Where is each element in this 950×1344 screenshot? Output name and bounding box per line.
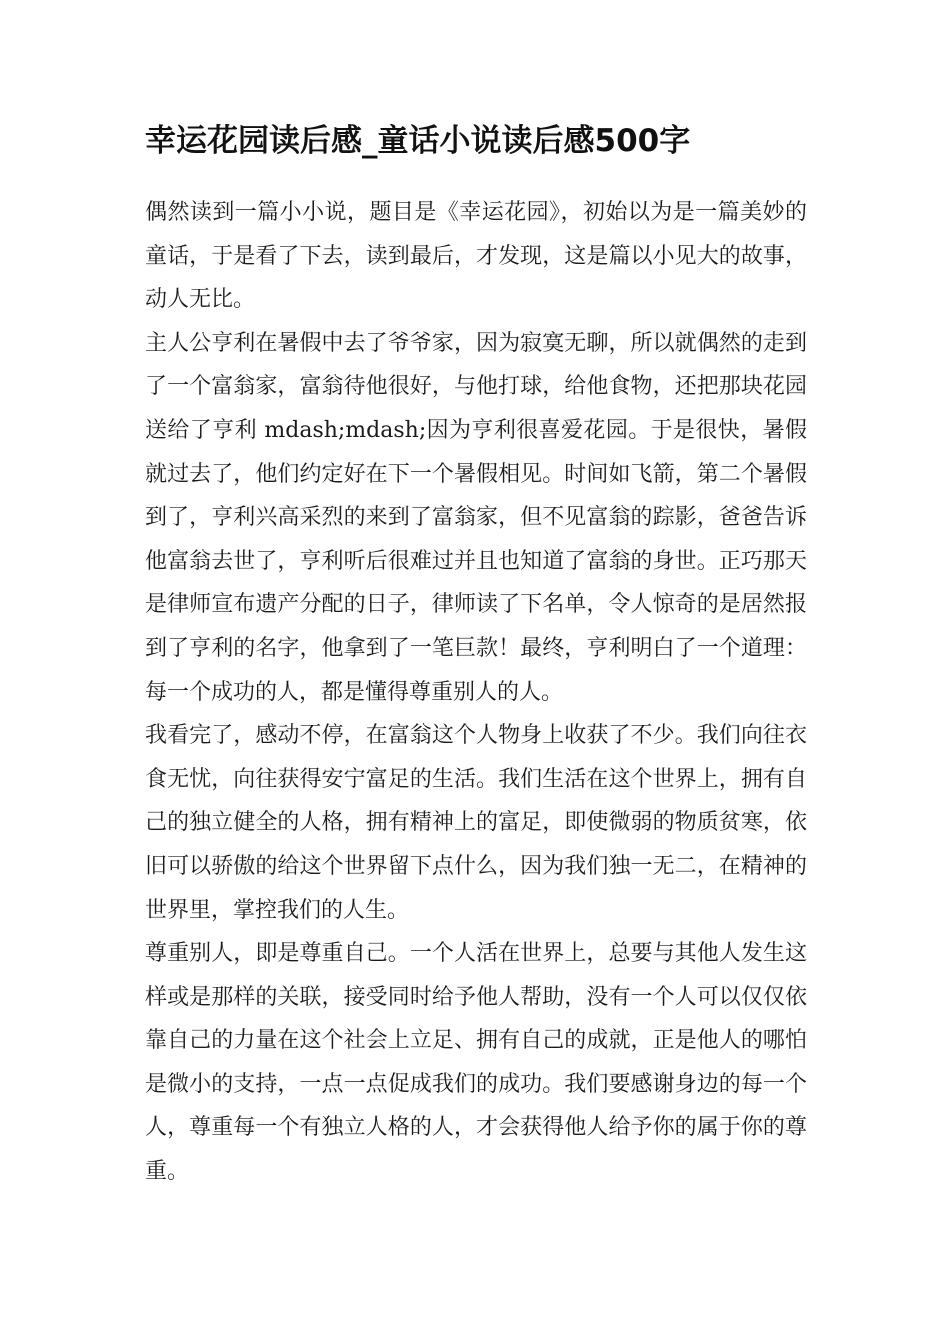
document-title: 幸运花园读后感_童话小说读后感500字 bbox=[145, 123, 691, 159]
paragraph-2: 主人公亨利在暑假中去了爷爷家，因为寂寞无聊，所以就偶然的走到了一个富翁家，富翁待他很好，与他打球，给他食物，还把那块花园送给了亨利 mdash;mdash;因为亨利很喜爱花园。于是很快，暑假就过去了，他们约定好在下一个暑假相见。时间如飞箭，第二个暑假到了，亨利兴高采烈的来到了富翁家，但不见富翁的踪影，爸爸告诉他富翁去世了，亨利听后很难过并且也知道了富翁的身世。正巧那天是律师宣布遗产分配的日子，律师读了下名单，令人惊奇的是居然报到了亨利的名字，他拿到了一笔巨款！最终，亨利明白了一个道理：每一个成功的人，都是懂得尊重别人的人。 bbox=[145, 330, 807, 705]
paragraph-1: 偶然读到一篇小小说，题目是《幸运花园》，初始以为是一篇美妙的童话，于是看了下去，读到最后，才发现，这是篇以小见大的故事，动人无比。 bbox=[145, 200, 807, 313]
paragraph-4: 尊重别人，即是尊重自己。一个人活在世界上，总要与其他人发生这样或是那样的关联，接受同时给予他人帮助，没有一个人可以仅仅依靠自己的力量在这个社会上立足、拥有自己的成就，正是他人的哪怕是微小的支持，一点一点促成我们的成功。我们要感谢身边的每一个人，尊重每一个有独立人格的人，才会获得他人给予你的属于你的尊重。 bbox=[145, 941, 807, 1185]
document-body bbox=[145, 191, 807, 1194]
paragraph-3: 我看完了，感动不停，在富翁这个人物身上收获了不少。我们向往衣食无忧，向往获得安宁富足的生活。我们生活在这个世界上，拥有自己的独立健全的人格，拥有精神上的富足，即使微弱的物质贫寒，依旧可以骄傲的给这个世界留下点什么，因为我们独一无二，在精神的世界里，掌控我们的人生。 bbox=[145, 723, 807, 923]
